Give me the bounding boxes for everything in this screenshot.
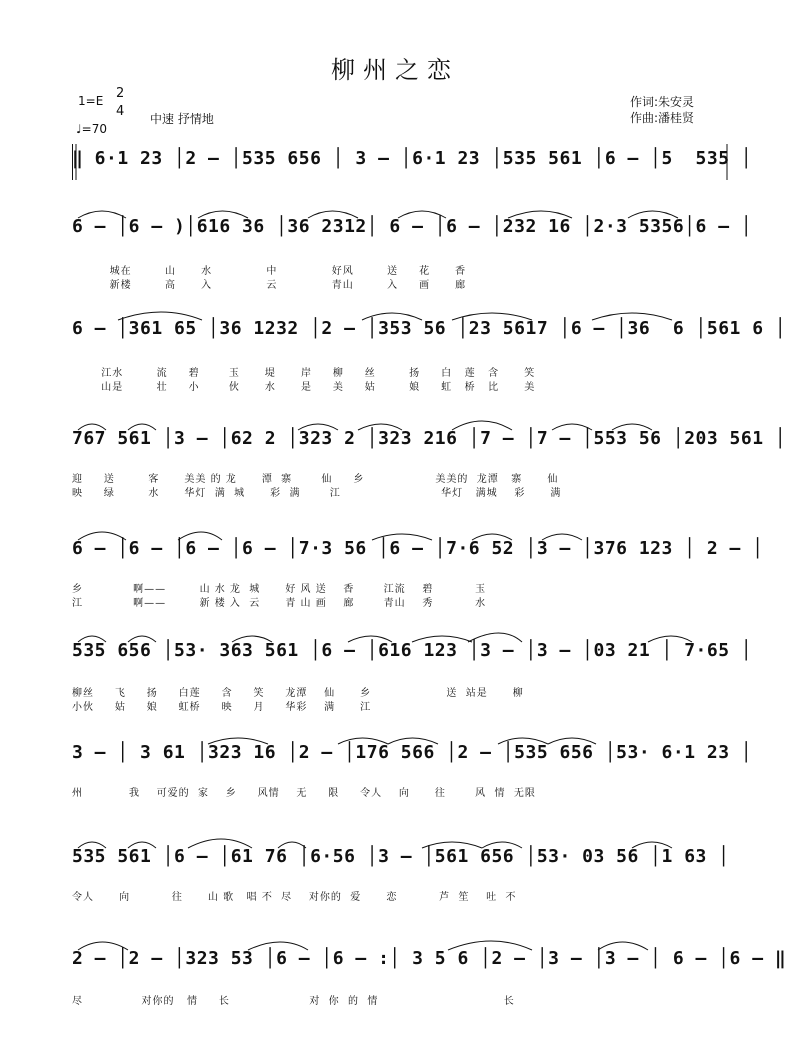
lyrics-verse-1: 乡 啊—— 山 水 龙 城 好 风 送 香 江流 碧 玉 [72, 584, 487, 595]
notes-row [72, 208, 753, 252]
notes-row [72, 632, 753, 676]
lyrics-verse-1: 柳丝 飞 扬 白莲 含 笑 龙潭 仙 乡 送 站是 柳 [72, 688, 524, 699]
tempo-text: 中速 抒情地 [150, 112, 214, 126]
composer: 作曲:潘桂贤 [630, 111, 695, 125]
notes-line: 3 – │ 3 61 │323 16 │2 – │176 566 │2 – │535 656 │53· 6·1 23 │ [72, 742, 753, 763]
lyrics-verse-2: 映 绿 水 华灯 满 城 彩 满 江 华灯 满城 彩 满 [72, 488, 562, 499]
lyrics-verse-2: 江 啊—— 新 楼 入 云 青 山 画 廊 青山 秀 水 [72, 598, 487, 609]
time-signature-top: 2 [116, 86, 125, 101]
notes-row [72, 140, 753, 184]
tempo-mark: ♩=70 [76, 122, 107, 136]
time-signature-bottom: 4 [116, 104, 125, 119]
key-signature: 1=E [78, 94, 104, 108]
notes-line: 6 – │6 – )│616 36 │36 2312│ 6 – │6 – │232 16 │2·3 5356│6 – │ [72, 216, 753, 237]
lyrics-verse-1: 尽 对你的 情 长 对 你 的 情 长 [72, 996, 515, 1007]
lyrics-verse-1: 江水 流 碧 玉 堤 岸 柳 丝 扬 白 莲 含 笑 [72, 368, 536, 379]
lyrics-verse-1: 令人 向 往 山 歌 唱 不 尽 对你的 爱 恋 芦 笙 吐 不 [72, 892, 517, 903]
lyrics-verse-1: 迎 送 客 美美 的 龙 潭 寨 仙 乡 美美的 龙潭 寨 仙 [72, 474, 559, 485]
lyrics-verse-2: 新楼 高 入 云 青山 入 画 廊 [72, 280, 467, 291]
notes-line: 6 – │361 65 │36 1232 │2 – │353 56 │23 5617 │6 – │36 6 │561 6 │ [72, 318, 787, 339]
notes-row [72, 530, 764, 574]
lyrics-verse-2: 小伙 姑 娘 虹桥 映 月 华彩 满 江 [72, 702, 372, 713]
notes-row [72, 734, 753, 778]
lyrics-verse-1: 州 我 可爱的 家 乡 风情 无 限 令人 向 往 风 情 无限 [72, 788, 536, 799]
notes-line: ‖ 6·1 23 │2 – │535 656 │ 3 – │6·1 23 │535 561 │6 – │5 535 │ [72, 148, 753, 169]
notes-row [72, 420, 787, 464]
notes-line: 6 – │6 – │6 – │6 – │7·3 56 │6 – │7·6 52 │3 – │376 123 │ 2 – │ [72, 538, 764, 559]
notes-line: 535 656 │53· 363 561 │6 – │616 123 │3 – │3 – │03 21 │ 7·65 │ [72, 640, 753, 661]
lyrics-verse-2: 山是 壮 小 伙 水 是 美 姑 娘 虹 桥 比 美 [72, 382, 536, 393]
notes-row [72, 310, 787, 354]
song-title: 柳州之恋 [331, 56, 459, 84]
notes-line: 767 561 │3 – │62 2 │323 2 │323 216 │7 – │7 – │553 56 │203 561 │ [72, 428, 787, 449]
notes-line: 535 561 │6 – │61 76 │6·56 │3 – │561 656 │53· 03 56 │1 63 │ [72, 846, 730, 867]
lyricist: 作词:朱安灵 [630, 95, 695, 109]
lyrics-verse-1: 城在 山 水 中 好风 送 花 香 [72, 266, 467, 277]
notes-row [72, 838, 732, 882]
notes-line: 2 – │2 – │323 53 │6 – │6 – :│ 3 5 6 │2 – │3 – │3 – │ 6 – │6 – ‖ [72, 948, 787, 969]
notes-row [72, 940, 787, 984]
